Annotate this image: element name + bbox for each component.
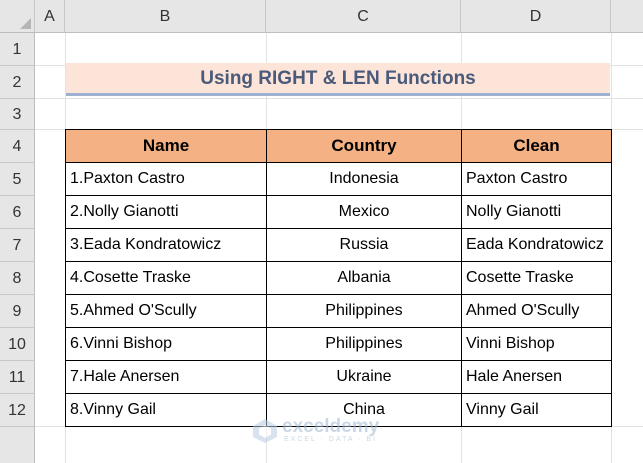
header-clean[interactable]: Clean — [462, 130, 612, 163]
cell-name[interactable]: 8.Vinny Gail — [66, 394, 267, 427]
table-row — [66, 163, 612, 196]
row-header-12[interactable]: 12 — [0, 394, 35, 427]
cell-name[interactable]: 5.Ahmed O'Scully — [66, 295, 267, 328]
column-header-e[interactable] — [611, 0, 643, 33]
table-row — [66, 295, 612, 328]
cell-name[interactable]: 3.Eada Kondratowicz — [66, 229, 267, 262]
data-table — [65, 129, 612, 427]
column-header-d[interactable]: D — [461, 0, 611, 33]
cell-clean[interactable]: Paxton Castro — [462, 163, 612, 196]
table-row — [66, 262, 612, 295]
header-country[interactable]: Country — [267, 130, 462, 163]
row-header-4[interactable]: 4 — [0, 130, 35, 163]
cell-name[interactable]: 6.Vinni Bishop — [66, 328, 267, 361]
cell-clean[interactable]: Eada Kondratowicz — [462, 229, 612, 262]
cell-country[interactable]: Russia — [267, 229, 462, 262]
gridline — [35, 98, 643, 99]
table-row — [66, 328, 612, 361]
cell-country[interactable]: Philippines — [267, 295, 462, 328]
row-header-13[interactable] — [0, 427, 35, 463]
cell-name[interactable]: 2.Nolly Gianotti — [66, 196, 267, 229]
table-header-row — [66, 130, 612, 163]
column-header-b[interactable]: B — [65, 0, 266, 33]
row-header-1[interactable]: 1 — [0, 33, 35, 66]
select-all-icon — [20, 18, 31, 29]
cell-country[interactable]: Mexico — [267, 196, 462, 229]
row-header-11[interactable]: 11 — [0, 361, 35, 394]
row-header-9[interactable]: 9 — [0, 295, 35, 328]
watermark-tagline: EXCEL · DATA · BI — [284, 436, 377, 443]
table-row — [66, 361, 612, 394]
cell-country[interactable]: Ukraine — [267, 361, 462, 394]
cell-country[interactable]: Albania — [267, 262, 462, 295]
column-header-a[interactable]: A — [35, 0, 65, 33]
cell-clean[interactable]: Hale Anersen — [462, 361, 612, 394]
exceldemy-logo-icon — [252, 418, 278, 444]
row-header-8[interactable]: 8 — [0, 262, 35, 295]
cell-clean[interactable]: Ahmed O'Scully — [462, 295, 612, 328]
table-row — [66, 229, 612, 262]
cell-country[interactable]: Indonesia — [267, 163, 462, 196]
cell-clean[interactable]: Nolly Gianotti — [462, 196, 612, 229]
title-cell[interactable]: Using RIGHT & LEN Functions — [66, 63, 610, 96]
header-name[interactable]: Name — [66, 130, 267, 163]
cell-name[interactable]: 1.Paxton Castro — [66, 163, 267, 196]
cell-clean[interactable]: Cosette Traske — [462, 262, 612, 295]
select-all-corner[interactable] — [0, 0, 35, 33]
table-row — [66, 196, 612, 229]
cell-name[interactable]: 4.Cosette Traske — [66, 262, 267, 295]
row-header-3[interactable]: 3 — [0, 99, 35, 130]
cell-clean[interactable]: Vinni Bishop — [462, 328, 612, 361]
row-header-10[interactable]: 10 — [0, 328, 35, 361]
column-header-c[interactable]: C — [266, 0, 461, 33]
cell-clean[interactable]: Vinny Gail — [462, 394, 612, 427]
row-header-7[interactable]: 7 — [0, 229, 35, 262]
row-header-6[interactable]: 6 — [0, 196, 35, 229]
watermark — [252, 416, 402, 444]
row-header-5[interactable]: 5 — [0, 163, 35, 196]
row-header-2[interactable]: 2 — [0, 66, 35, 99]
cell-country[interactable]: Philippines — [267, 328, 462, 361]
watermark-brand: exceldemy — [282, 416, 380, 437]
cell-country[interactable]: China — [267, 394, 462, 427]
cell-name[interactable]: 7.Hale Anersen — [66, 361, 267, 394]
